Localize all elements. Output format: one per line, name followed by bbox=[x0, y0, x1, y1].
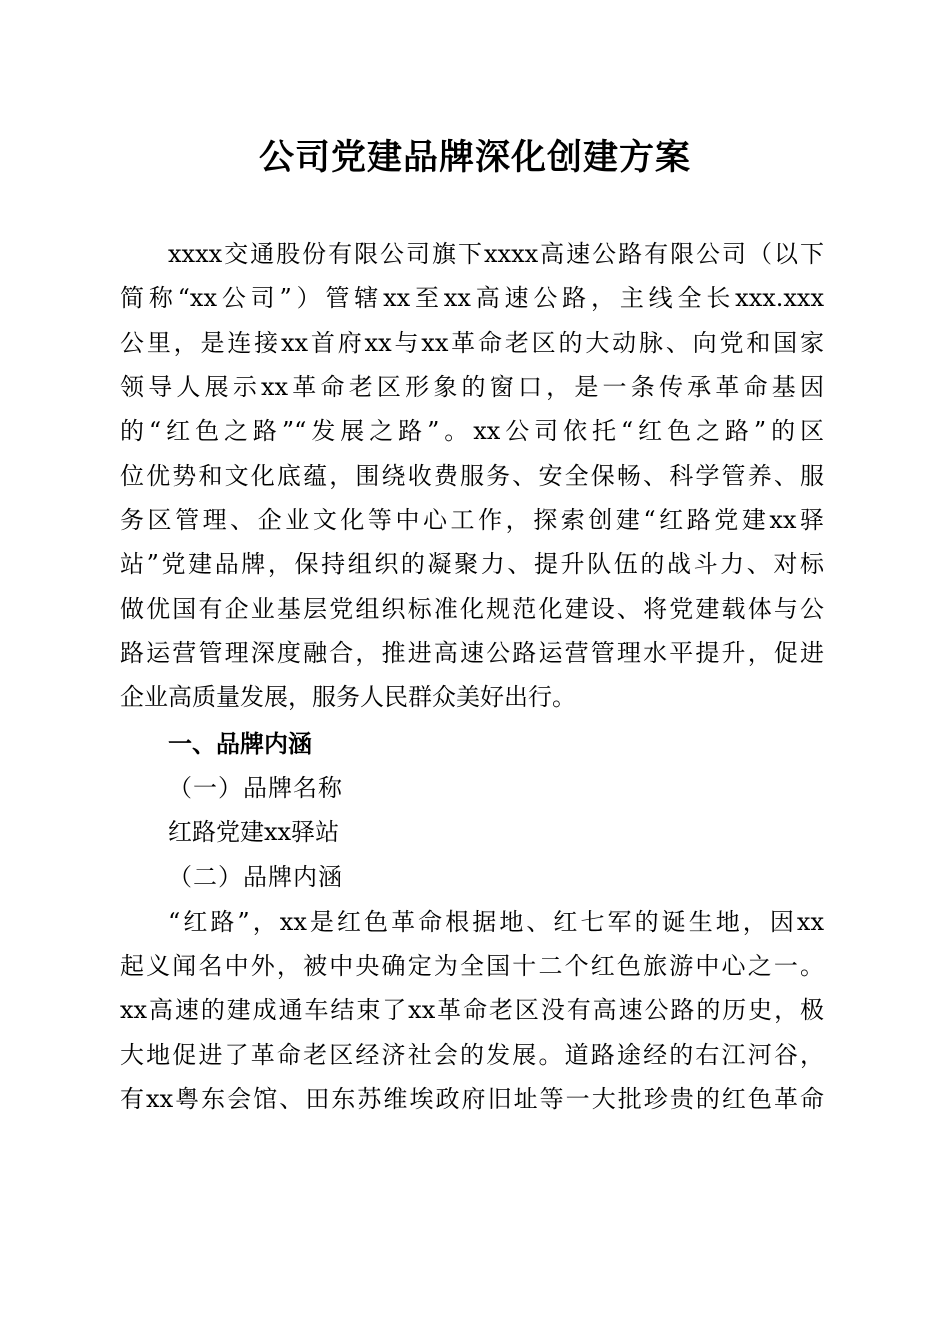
section-heading-brand-connotation: 一、品牌内涵 bbox=[168, 730, 312, 758]
body-line-5: 有xx粤东会馆、田东苏维埃政府旧址等一大批珍贵的红色革命 bbox=[120, 1085, 824, 1113]
intro-line-7: 务区管理、企业文化等中心工作，探索创建“红路党建xx驿 bbox=[120, 506, 824, 534]
document-title: 公司党建品牌深化创建方案 bbox=[258, 137, 691, 178]
intro-line-4: 领导人展示xx革命老区形象的窗口，是一条传承革命基因 bbox=[120, 373, 824, 401]
intro-line-3: 公里，是连接xx首府xx与xx革命老区的大动脉、向党和国家 bbox=[120, 329, 824, 357]
subheading-brand-name: （一）品牌名称 bbox=[168, 774, 343, 802]
subheading-brand-connotation: （二）品牌内涵 bbox=[168, 863, 343, 891]
intro-line-8: 站”党建品牌，保持组织的凝聚力、提升队伍的战斗力、对标 bbox=[120, 550, 824, 578]
intro-line-2: 简称“xx公司”）管辖xx至xx高速公路，主线全长xxx.xxx bbox=[120, 284, 824, 312]
body-line-2: 起义闻名中外，被中央确定为全国十二个红色旅游中心之一。 bbox=[120, 952, 824, 980]
body-line-1: “红路”，xx是红色革命根据地、红七军的诞生地，因xx bbox=[168, 908, 824, 936]
intro-line-10: 路运营管理深度融合，推进高速公路运营管理水平提升，促进 bbox=[120, 639, 824, 667]
intro-line-1: xxxx交通股份有限公司旗下xxxx高速公路有限公司（以下 bbox=[168, 240, 824, 268]
intro-line-9: 做优国有企业基层党组织标准化规范化建设、将党建载体与公 bbox=[120, 595, 824, 623]
intro-line-5: 的“红色之路”“发展之路”。xx公司依托“红色之路”的区 bbox=[120, 417, 824, 445]
intro-line-6: 位优势和文化底蕴，围绕收费服务、安全保畅、科学管养、服 bbox=[120, 462, 824, 490]
brand-name-text: 红路党建xx驿站 bbox=[168, 818, 340, 846]
body-line-3: xx高速的建成通车结束了xx革命老区没有高速公路的历史，极 bbox=[120, 996, 824, 1024]
intro-line-11: 企业高质量发展，服务人民群众美好出行。 bbox=[120, 683, 576, 711]
body-line-4: 大地促进了革命老区经济社会的发展。道路途经的右江河谷， bbox=[120, 1041, 824, 1069]
